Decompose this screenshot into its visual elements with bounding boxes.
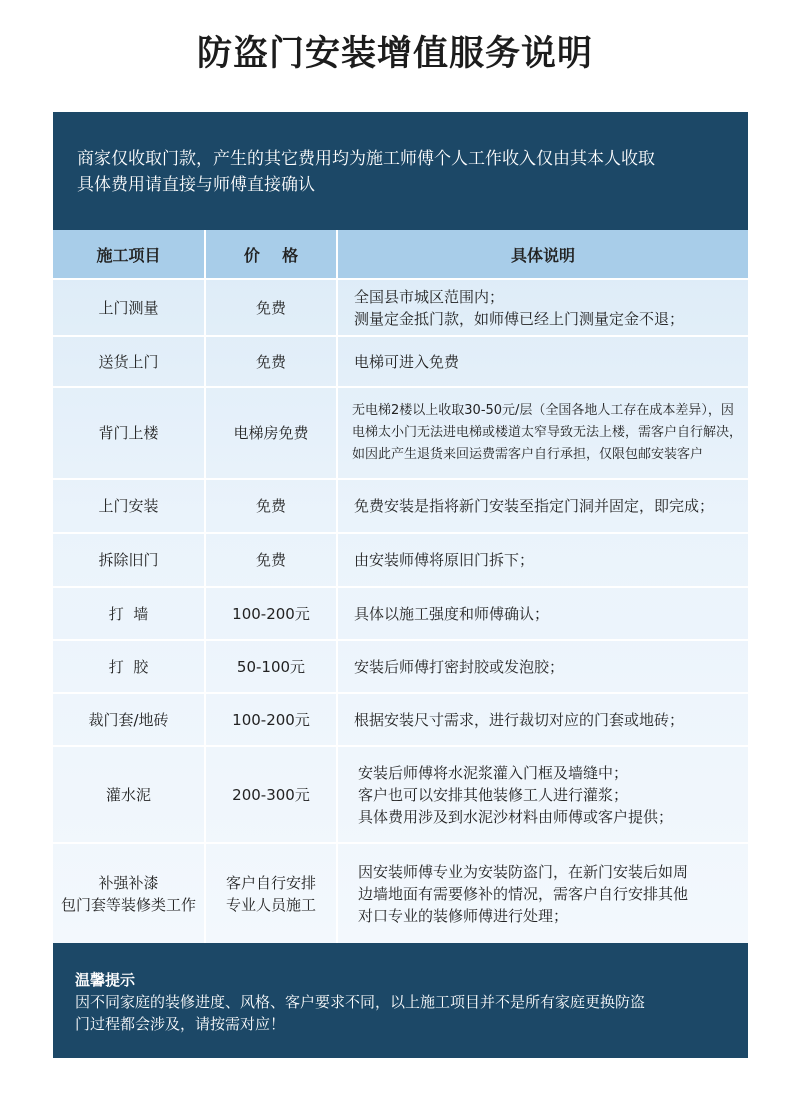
- table-row: [53, 336, 748, 387]
- page-title: 防盗门安装增值服务说明: [196, 34, 593, 74]
- table-row: [53, 587, 748, 640]
- price-cell: 免费: [205, 336, 337, 387]
- header-description: 具体说明: [337, 230, 748, 279]
- item-cell: 补强补漆 包门套等装修类工作: [53, 843, 205, 944]
- description-cell: 无电梯2楼以上收取30-50元/层（全国各地人工存在成本差异），因 电梯太小门无法进电梯或楼道太窄导致无法上楼，需客户自行解决， 如因此产生退货来回运费需客户自行承担，仅限包邮安装客户: [337, 387, 748, 479]
- description-cell: 安装后师傅打密封胶或发泡胶；: [337, 640, 748, 693]
- tip-line: 门过程都会涉及，请按需对应！: [75, 1015, 286, 1033]
- description-cell: 具体以施工强度和师傅确认；: [337, 587, 748, 640]
- fee-notice-banner: [53, 112, 748, 230]
- service-table-container: [53, 230, 748, 943]
- table-row: [53, 533, 748, 587]
- header-item: 施工项目: [53, 230, 205, 279]
- description-cell: 安装后师傅将水泥浆灌入门框及墙缝中； 客户也可以安排其他装修工人进行灌浆； 具体费用涉及到水泥沙材料由师傅或客户提供；: [337, 746, 748, 843]
- description-cell: 免费安装是指将新门安装至指定门洞并固定，即完成；: [337, 479, 748, 533]
- item-cell: 送货上门: [53, 336, 205, 387]
- description-cell: 因安装师傅专业为安装防盗门，在新门安装后如周 边墙地面有需要修补的情况，需客户自行安排其他 对口专业的装修师傅进行处理；: [337, 843, 748, 944]
- price-cell: 电梯房免费: [205, 387, 337, 479]
- item-cell: 背门上楼: [53, 387, 205, 479]
- table-row: [53, 693, 748, 746]
- table-row: [53, 746, 748, 843]
- table-row: [53, 479, 748, 533]
- item-cell: 上门测量: [53, 279, 205, 336]
- item-cell: 裁门套/地砖: [53, 693, 205, 746]
- description-cell: 由安装师傅将原旧门拆下；: [337, 533, 748, 587]
- notice-line: 商家仅收取门款，产生的其它费用均为施工师傅个人工作收入仅由其本人收取: [77, 149, 655, 169]
- table-row: [53, 640, 748, 693]
- warm-tip-box: [53, 943, 748, 1058]
- table-row: [53, 279, 748, 336]
- item-cell: 拆除旧门: [53, 533, 205, 587]
- price-cell: 免费: [205, 479, 337, 533]
- price-cell: 100-200元: [205, 587, 337, 640]
- price-cell: 100-200元: [205, 693, 337, 746]
- service-table: [53, 230, 748, 944]
- item-cell: 打 胶: [53, 640, 205, 693]
- tip-title: 温馨提示: [75, 971, 136, 989]
- description-cell: 全国县市城区范围内； 测量定金抵门款，如师傅已经上门测量定金不退；: [337, 279, 748, 336]
- item-cell: 上门安装: [53, 479, 205, 533]
- price-cell: 免费: [205, 533, 337, 587]
- price-cell: 200-300元: [205, 746, 337, 843]
- price-cell: 免费: [205, 279, 337, 336]
- tip-line: 因不同家庭的装修进度、风格、客户要求不同，以上施工项目并不是所有家庭更换防盗: [75, 993, 646, 1011]
- item-cell: 灌水泥: [53, 746, 205, 843]
- price-cell: 50-100元: [205, 640, 337, 693]
- table-header-row: [53, 230, 748, 279]
- price-cell: 客户自行安排 专业人员施工: [205, 843, 337, 944]
- description-cell: 电梯可进入免费: [337, 336, 748, 387]
- table-row: [53, 387, 748, 479]
- item-cell: 打 墙: [53, 587, 205, 640]
- header-price: 价 格: [205, 230, 337, 279]
- table-row: [53, 843, 748, 944]
- notice-line: 具体费用请直接与师傅直接确认: [77, 175, 315, 195]
- description-cell: 根据安装尺寸需求，进行裁切对应的门套或地砖；: [337, 693, 748, 746]
